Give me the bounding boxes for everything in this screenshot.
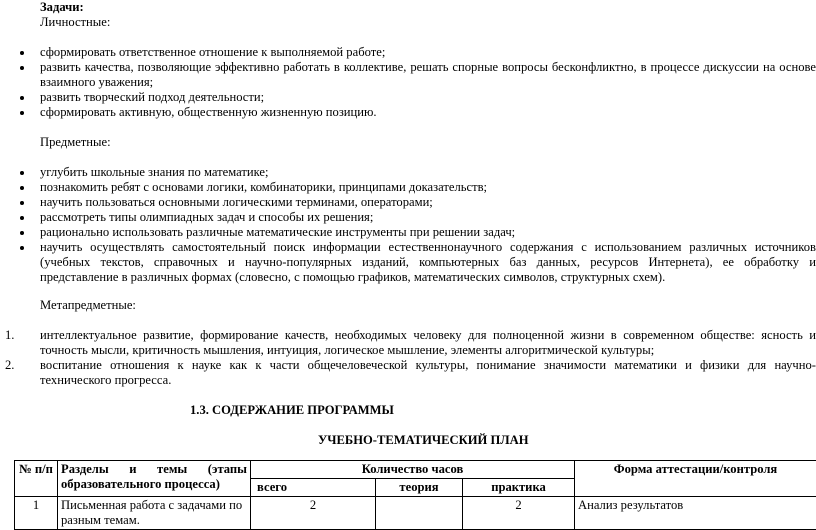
table-header-row [15, 461, 816, 479]
row-practice: 2 [463, 497, 575, 530]
row-section: Письменная работа с задачами по разным темам. [58, 497, 251, 530]
list-item: сформировать активную, общественную жизненную позицию. [40, 105, 377, 120]
list-item: сформировать ответственное отношение к выполняемой работе; [40, 45, 385, 60]
tasks-heading: Задачи: [40, 0, 84, 15]
header-sections: Разделы и темы (этапы образовательного процесса) [58, 461, 251, 497]
list-number: 2. [5, 358, 14, 373]
header-num: № п/п [15, 461, 58, 497]
header-total: всего [251, 479, 376, 497]
list-item: научить пользоваться основными логическими терминами, операторами; [40, 195, 433, 210]
row-num: 1 [15, 497, 58, 530]
list-item: углубить школьные знания по математике; [40, 165, 269, 180]
list-item-continuation: представление в различных формах (словесно, с помощью графиков, математических символов, структурных схем). [40, 270, 665, 285]
meta-title: Метапредметные: [40, 298, 136, 313]
plan-title: УЧЕБНО-ТЕМАТИЧЕСКИЙ ПЛАН [318, 433, 529, 448]
row-total: 2 [251, 497, 376, 530]
list-item: познакомить ребят с основами логики, комбинаторики, принципами доказательств; [40, 180, 487, 195]
row-theory [376, 497, 463, 530]
list-item: рационально использовать различные математические инструменты при решении задач; [40, 225, 515, 240]
subject-title: Предметные: [40, 135, 111, 150]
list-item: рассмотреть типы олимпиадных задач и способы их решения; [40, 210, 373, 225]
header-practice: практика [463, 479, 575, 497]
list-item: интеллектуальное развитие, формирование качеств, необходимых человеку для полноценной жизни в современном обществе: ясность и [40, 328, 816, 343]
personal-title: Личностные: [40, 15, 110, 30]
list-item: развить творческий подход деятельности; [40, 90, 264, 105]
section-title: 1.3. СОДЕРЖАНИЕ ПРОГРАММЫ [190, 403, 394, 418]
thematic-plan-table [14, 460, 816, 530]
list-item: научить осуществлять самостоятельный поиск информации естественнонаучного содержания с использованием различных источников [40, 240, 816, 255]
list-item: развить качества, позволяющие эффективно работать в коллективе, решать спорные вопросы бесконфликтно, в процессе дискуссии на основе [40, 60, 816, 75]
list-item-continuation: технического прогресса. [40, 373, 171, 388]
list-item-continuation: (учебных текстов, справочных и научно-популярных изданий, компьютерных баз данных, ресурсов Интернета), ее обработку и [40, 255, 816, 270]
list-item: воспитание отношения к науке как к части общечеловеческой культуры, понимание значимости математики и физики для научно- [40, 358, 816, 373]
list-item-continuation: точность мысли, критичность мышления, интуиция, логическое мышление, элементы алгоритмической культуры; [40, 343, 654, 358]
table-row [15, 497, 816, 530]
row-form: Анализ результатов [575, 497, 816, 530]
header-form: Форма аттестации/контроля [575, 461, 816, 497]
header-hours: Количество часов [251, 461, 575, 479]
list-number: 1. [5, 328, 14, 343]
list-item-continuation: взаимного уважения; [40, 75, 153, 90]
header-theory: теория [376, 479, 463, 497]
